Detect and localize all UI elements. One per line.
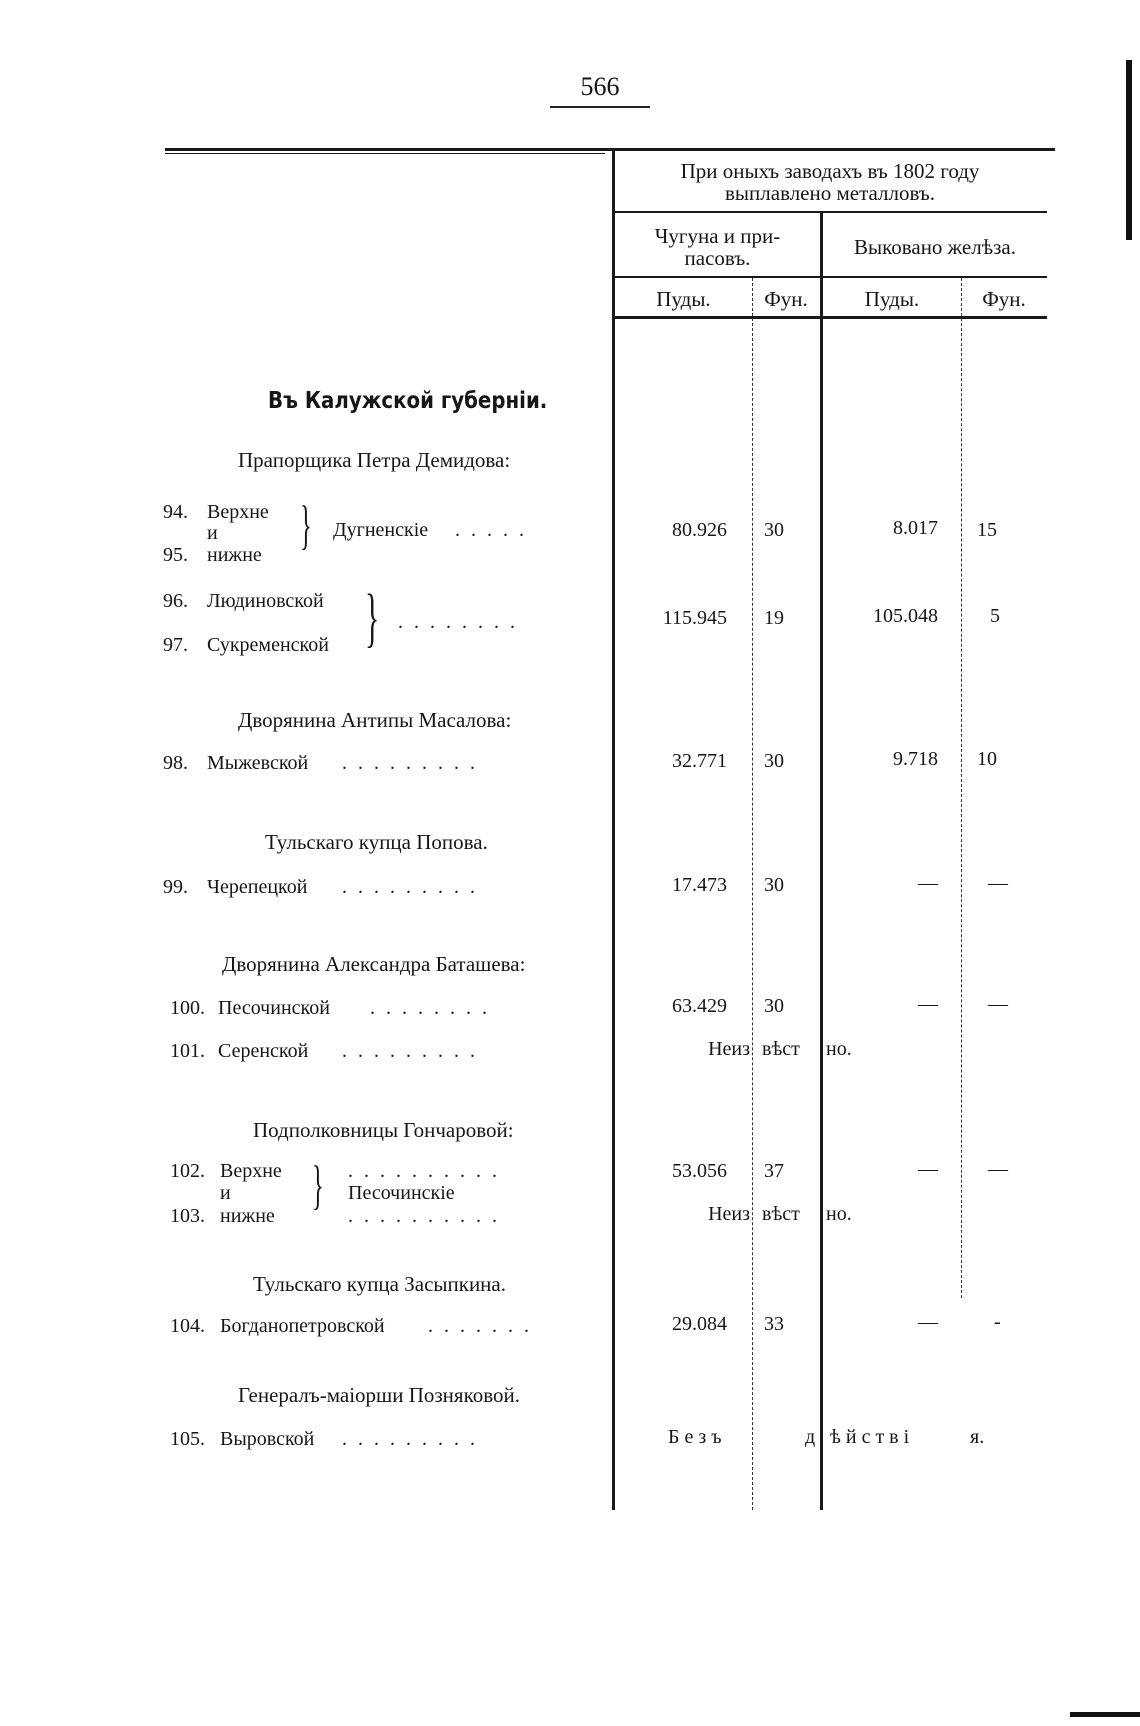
v98-iron-puds: 32.771 (672, 750, 727, 772)
row-96-number: 96. (163, 590, 188, 612)
v101-unknown-c: но. (826, 1038, 852, 1060)
v98-forged-puds: 9.718 (893, 748, 938, 770)
row-102-103-label: Песочинскіе (348, 1182, 455, 1204)
v103-unknown-b: вѣст (762, 1203, 800, 1225)
v101-unknown-b: вѣст (762, 1038, 800, 1060)
owner-poznyakova: Генералъ-маіорши Позняковой. (238, 1383, 520, 1407)
row-95-number: 95. (163, 544, 188, 566)
v105-inactive-b: д (805, 1426, 816, 1448)
row-98-name: Мыжевской (207, 752, 309, 774)
v94-forged-puds: 8.017 (893, 517, 938, 539)
v102-iron-puds: 53.056 (672, 1160, 727, 1182)
leader-dots-94: . . . . . (455, 519, 527, 541)
v99-forged-puds: — (918, 872, 938, 894)
row-101-number: 101. (170, 1040, 205, 1062)
brace-94-95: } (300, 495, 312, 555)
header-rule-2 (615, 276, 1047, 278)
v102-forged-puds: — (918, 1158, 938, 1180)
row-105-name: Выровской (220, 1428, 315, 1450)
row-94-95-conjunction: и (207, 522, 218, 544)
header-cast-iron-line-2: пасовъ. (684, 246, 751, 270)
v104-iron-funts: 33 (764, 1313, 784, 1335)
scan-bottom-mark (1070, 1712, 1140, 1717)
section-heading: Въ Калужской губерніи. (268, 388, 548, 414)
row-101-name: Серенской (218, 1040, 309, 1062)
v94-iron-puds: 80.926 (672, 519, 727, 541)
v98-iron-funts: 30 (764, 750, 784, 772)
column-rule-funt-1 (752, 278, 753, 1510)
v104-forged-funts: - (994, 1311, 1001, 1333)
row-94-95-label: Дугненскіе (333, 519, 429, 541)
row-104-number: 104. (170, 1315, 205, 1337)
row-94-name: Верхне (207, 501, 269, 523)
header-cast-iron-line-1: Чугуна и при- (654, 224, 781, 248)
row-100-number: 100. (170, 997, 205, 1019)
leader-dots-105: . . . . . . . . . (342, 1428, 478, 1450)
v94-forged-funts: 15 (977, 519, 997, 541)
leader-dots-103: . . . . . . . . . . (348, 1205, 500, 1227)
header-main (615, 160, 1045, 204)
v96-iron-puds: 115.945 (662, 607, 727, 629)
owner-batashev: Дворянина Александра Баташева: (222, 952, 526, 976)
v102-iron-funts: 37 (764, 1160, 784, 1182)
v99-iron-funts: 30 (764, 874, 784, 896)
header-forged-iron: Выковано желѣза. (853, 235, 1016, 259)
row-102-name: Верхне (220, 1160, 282, 1182)
v102-forged-funts: — (988, 1158, 1008, 1180)
leader-dots-101: . . . . . . . . . (342, 1040, 478, 1062)
v100-forged-puds: — (918, 993, 938, 1015)
leader-dots-98: . . . . . . . . . (342, 752, 478, 774)
leader-dots-100: . . . . . . . . (370, 997, 490, 1019)
header-main-line-1: При оныхъ заводахъ въ 1802 году (680, 159, 980, 183)
table-top-rule (165, 148, 1055, 151)
owner-popov: Тульскаго купца Попова. (265, 830, 488, 854)
header-funts-2: Фун. (982, 287, 1026, 311)
row-102-number: 102. (170, 1160, 205, 1182)
v105-inactive-d: я. (970, 1426, 985, 1448)
header-cast-iron (615, 225, 820, 269)
row-103-name: нижне (220, 1205, 275, 1227)
owner-masalov: Дворянина Антипы Масалова: (238, 708, 512, 732)
table-top-rule-thin (165, 153, 605, 154)
brace-96-97: } (365, 581, 380, 654)
row-98-number: 98. (163, 752, 188, 774)
leader-dots-104: . . . . . . . (428, 1315, 532, 1337)
leader-dots-96: . . . . . . . . (398, 611, 518, 633)
v100-iron-puds: 63.429 (672, 995, 727, 1017)
v105-inactive-c: ѣ й с т в і (830, 1426, 910, 1448)
header-rule-3 (615, 316, 1047, 319)
page-number: 566 (580, 72, 620, 101)
owner-goncharova: Подполковницы Гончаровой: (253, 1118, 514, 1142)
v99-forged-funts: — (988, 872, 1008, 894)
v103-unknown-c: но. (826, 1203, 852, 1225)
leader-dots-99: . . . . . . . . . (342, 876, 478, 898)
v96-forged-puds: 105.048 (873, 605, 938, 627)
row-95-name: нижне (207, 544, 262, 566)
row-97-name: Сукременской (207, 634, 329, 656)
v96-iron-funts: 19 (764, 607, 784, 629)
row-103-number: 103. (170, 1205, 205, 1227)
owner-demidov: Прапорщика Петра Демидова: (238, 448, 511, 472)
leader-dots-102: . . . . . . . . . . (348, 1160, 500, 1182)
column-rule-left (612, 150, 615, 1510)
row-100-name: Песочинской (218, 997, 330, 1019)
row-105-number: 105. (170, 1428, 205, 1450)
v99-iron-puds: 17.473 (672, 874, 727, 896)
row-99-name: Черепецкой (207, 876, 308, 898)
column-rule-funt-2 (961, 278, 962, 1298)
header-puds-2: Пуды. (864, 287, 920, 311)
v100-forged-funts: — (988, 993, 1008, 1015)
v98-forged-funts: 10 (977, 748, 997, 770)
v101-unknown-a: Неиз (708, 1038, 750, 1060)
v103-unknown-a: Неиз (708, 1203, 750, 1225)
v104-iron-puds: 29.084 (672, 1313, 727, 1335)
header-rule-1 (615, 211, 1047, 213)
page-number-rule (550, 106, 650, 108)
v100-iron-funts: 30 (764, 995, 784, 1017)
v105-inactive-a: Б е з ъ (668, 1426, 722, 1448)
row-96-name: Людиновской (207, 590, 324, 612)
row-94-number: 94. (163, 501, 188, 523)
v94-iron-funts: 30 (764, 519, 784, 541)
v96-forged-funts: 5 (990, 605, 1000, 627)
header-funts-1: Фун. (764, 287, 808, 311)
row-104-name: Богданопетровской (220, 1315, 385, 1337)
brace-102-103: } (312, 1155, 324, 1215)
header-main-line-2: выплавлено металловъ. (725, 181, 935, 205)
owner-zasypkin: Тульскаго купца Засыпкина. (253, 1272, 506, 1296)
row-99-number: 99. (163, 876, 188, 898)
row-102-103-conjunction: и (220, 1182, 231, 1204)
row-97-number: 97. (163, 634, 188, 656)
v104-forged-puds: — (918, 1311, 938, 1333)
header-puds-1: Пуды. (656, 287, 711, 311)
scan-edge-mark (1126, 60, 1132, 240)
